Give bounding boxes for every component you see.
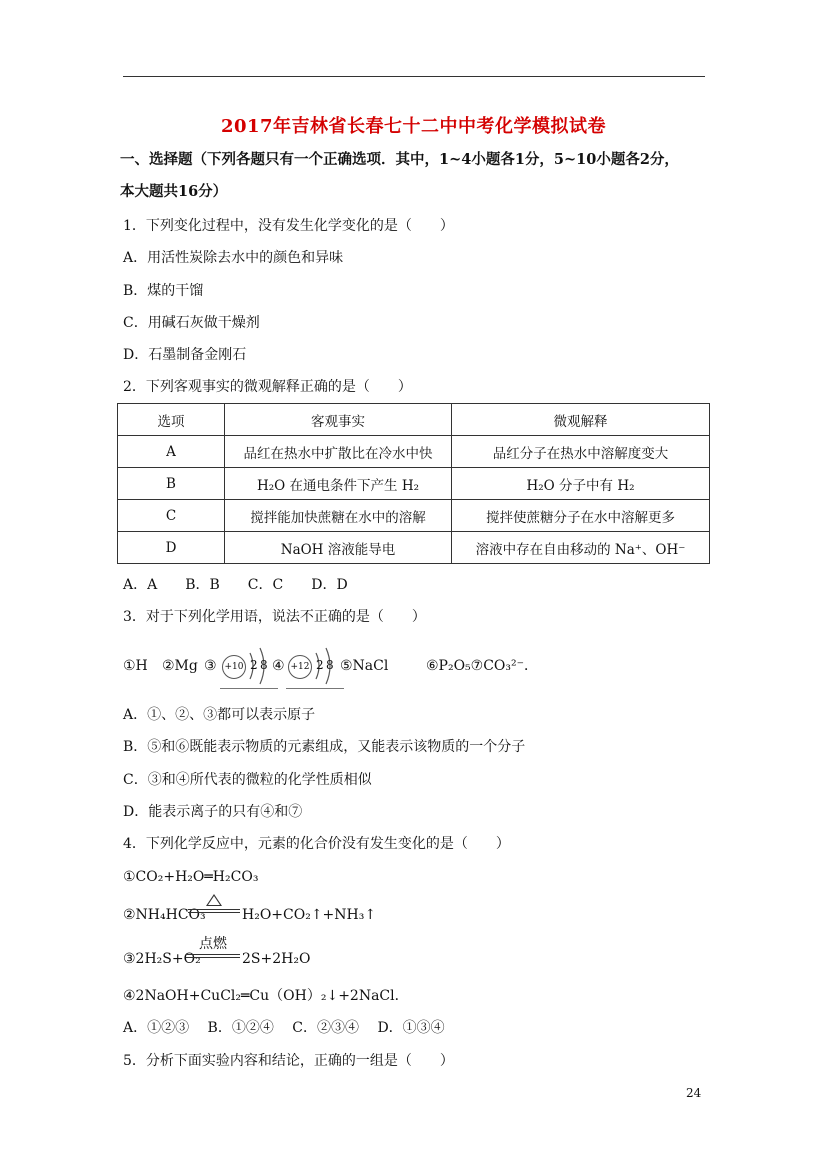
table-header-cell: 选项 (118, 404, 225, 436)
shell-electrons-2: 8 (260, 658, 268, 672)
q3-item-2: ②Mg (162, 658, 198, 674)
q4-options: A．①②③ B．①②④ C．②③④ D．①③④ (123, 1020, 445, 1036)
q1-stem: 1．下列变化过程中，没有发生化学变化的是（ ） (123, 218, 454, 234)
section-heading-line1: 一、选择题（下列各题只有一个正确选项．其中，1~4小题各1分，5~10小题各2分， (120, 151, 679, 168)
q1-option-d: D．石墨制备金刚石 (123, 347, 247, 363)
heat-triangle-icon (206, 894, 222, 906)
heat-condition-arrow (188, 894, 240, 913)
q2-answer-options: A．A B．B C．C D．D (123, 577, 348, 593)
table-row (118, 436, 710, 468)
table-header-row (118, 404, 710, 436)
table-cell: NaOH 溶液能导电 (225, 532, 452, 564)
table-cell: C (118, 500, 225, 532)
q3-item-5: ⑤NaCl (340, 658, 389, 674)
shell-electrons-1: 2 (316, 658, 324, 672)
table-cell: H₂O 分子中有 H₂ (452, 468, 710, 500)
nucleus-icon: +12 (288, 655, 312, 679)
q4-reaction-2-left: ②NH₄HCO₃ (123, 907, 206, 923)
table-header-cell: 微观解释 (452, 404, 710, 436)
shell-electrons-1: 2 (250, 658, 258, 672)
q4-reaction-2-right: H₂O+CO₂↑+NH₃↑ (242, 907, 377, 923)
q3-item-4-label: ④ (272, 658, 285, 674)
table-cell: A (118, 436, 225, 468)
atom-structure-diagram-3 (220, 643, 280, 689)
table-row (118, 500, 710, 532)
table-row (118, 532, 710, 564)
q3-option-d: D．能表示离子的只有④和⑦ (123, 804, 303, 820)
q2-stem: 2．下列客观事实的微观解释正确的是（ ） (123, 379, 412, 395)
atom-structure-diagram-4 (286, 643, 346, 689)
q1-option-a: A．用活性炭除去水中的颜色和异味 (123, 250, 344, 266)
q2-table (117, 403, 710, 564)
q1-option-c: C．用碱石灰做干燥剂 (123, 315, 260, 331)
table-cell: 搅拌能加快蔗糖在水中的溶解 (225, 500, 452, 532)
q4-stem: 4．下列化学反应中，元素的化合价没有发生变化的是（ ） (123, 836, 510, 852)
q4-reaction-1: ①CO₂+H₂O═H₂CO₃ (123, 869, 259, 885)
table-cell: 品红在热水中扩散比在冷水中快 (225, 436, 452, 468)
table-cell: H₂O 在通电条件下产生 H₂ (225, 468, 452, 500)
shell-electrons-2: 8 (326, 658, 334, 672)
table-cell: 溶液中存在自由移动的 Na⁺、OH⁻ (452, 532, 710, 564)
q4-reaction-4: ④2NaOH+CuCl₂═Cu（OH）₂↓+2NaCl． (123, 988, 409, 1004)
page-title: 2017年吉林省长春七十二中中考化学模拟试卷 (220, 116, 607, 137)
table-row (118, 468, 710, 500)
table-cell: B (118, 468, 225, 500)
q4-reaction-3-right: 2S+2H₂O (242, 951, 311, 967)
ignite-condition-label: 点燃 (199, 936, 227, 952)
table-cell: D (118, 532, 225, 564)
ignite-condition-arrow (186, 936, 240, 958)
q3-item-3-label: ③ (204, 658, 217, 674)
section-heading-line2: 本大题共16分） (120, 183, 228, 200)
table-cell: 品红分子在热水中溶解度变大 (452, 436, 710, 468)
q3-item-1: ①H (123, 658, 148, 674)
q3-option-a: A．①、②、③都可以表示原子 (123, 707, 316, 723)
table-cell: 搅拌使蔗糖分子在水中溶解更多 (452, 500, 710, 532)
page-number: 24 (686, 1086, 702, 1100)
header-rule (123, 76, 705, 77)
q5-stem: 5．分析下面实验内容和结论，正确的一组是（ ） (123, 1053, 454, 1069)
q3-option-b: B．⑤和⑥既能表示物质的元素组成，又能表示该物质的一个分子 (123, 739, 526, 755)
q3-item-6-7: ⑥P₂O₅⑦CO₃²⁻． (426, 658, 539, 674)
nucleus-icon: +10 (222, 655, 246, 679)
table-header-cell: 客观事实 (225, 404, 452, 436)
q3-stem: 3．对于下列化学用语，说法不正确的是（ ） (123, 609, 426, 625)
q3-option-c: C．③和④所代表的微粒的化学性质相似 (123, 772, 372, 788)
q4-reaction-3-left: ③2H₂S+O₂ (123, 951, 201, 967)
q1-option-b: B．煤的干馏 (123, 283, 204, 299)
